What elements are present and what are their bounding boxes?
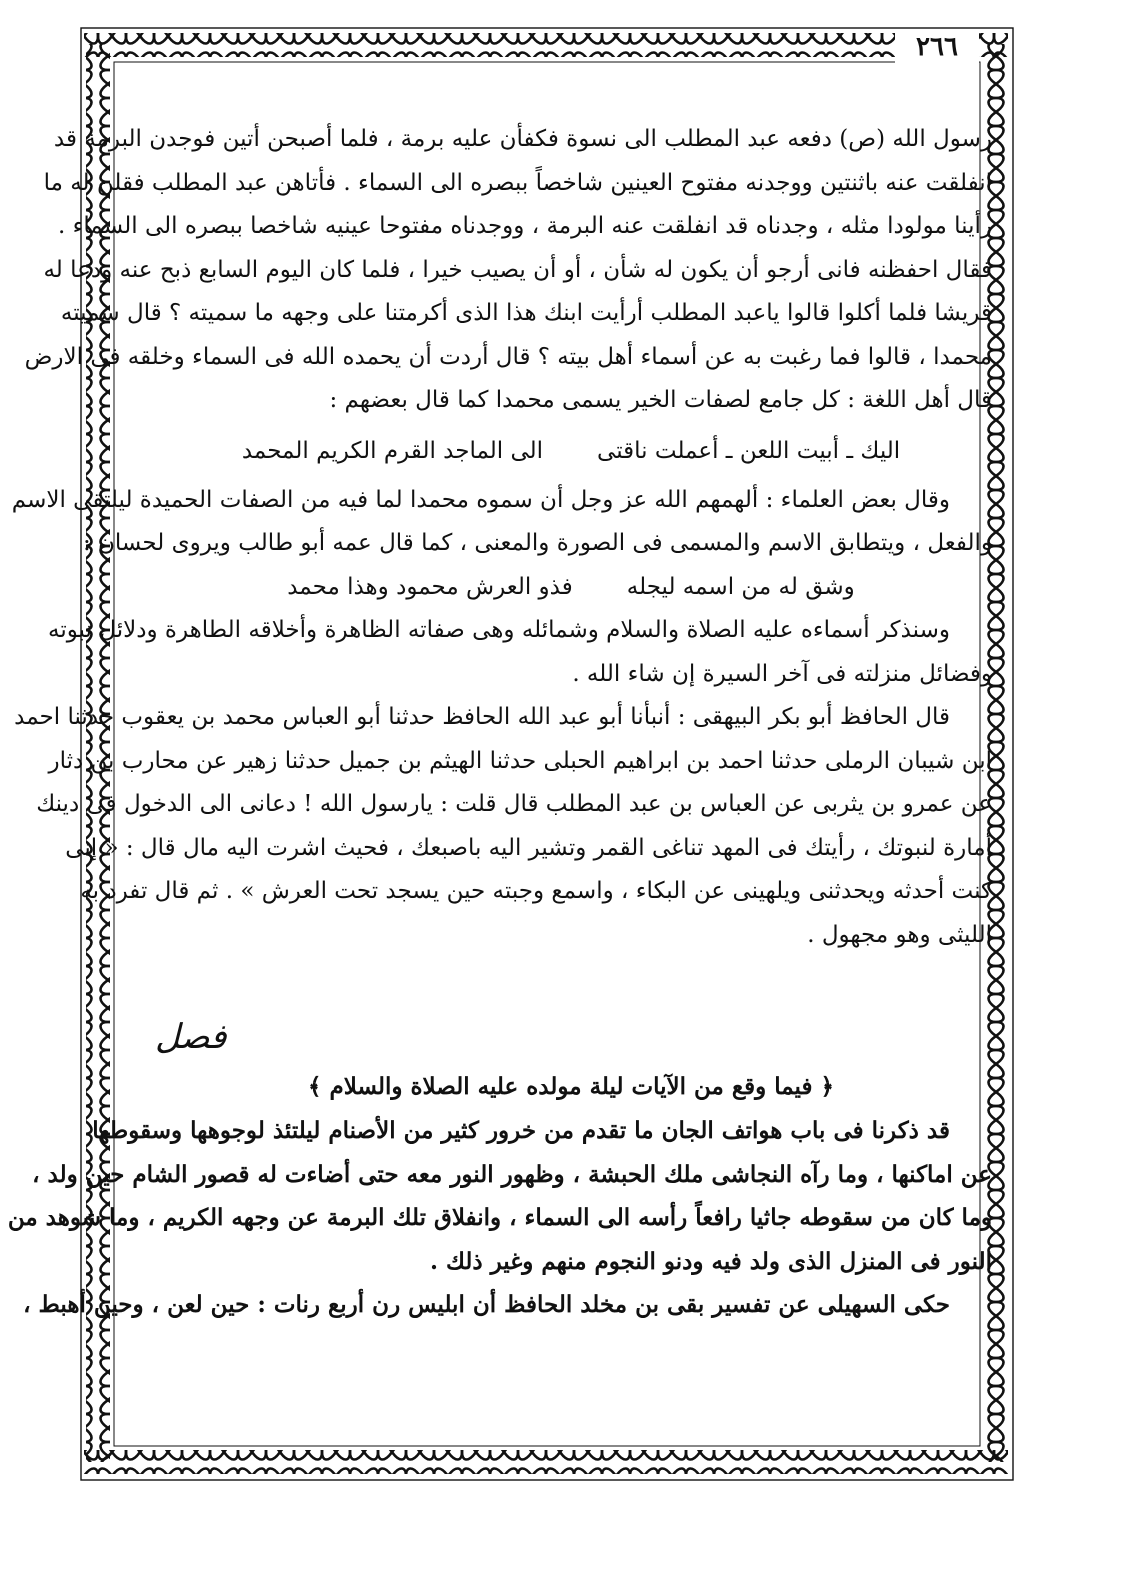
text-line: وفضائل منزلته فى آخر السيرة إن شاء الله . <box>572 660 992 687</box>
section-subtitle: ﴿ فيما وقع من الآيات ليلة مولده عليه الصلاة والسلام ﴾ <box>308 1073 834 1100</box>
poem-verse <box>150 423 992 479</box>
page-number: ٢٦٦ <box>895 30 979 64</box>
text-line: الليثى وهو مجهول . <box>807 921 992 948</box>
text-line: وسنذكر أسماءه عليه الصلاة والسلام وشمائله وهى صفاته الظاهرة وأخلاقه الطاهرة ودلائل نبوته <box>48 617 950 643</box>
text-line: قد ذكرنا فى باب هواتف الجان ما تقدم من خرور كثير من الأصنام ليلتئذ لوجوهها وسقوطها <box>92 1117 950 1144</box>
verse-second-hemistich: فذو العرش محمود وهذا محمد <box>287 573 573 600</box>
border-bottom <box>84 1450 1008 1474</box>
section-title: فصل <box>155 1017 227 1057</box>
text-line: ابن شيبان الرملى حدثنا احمد بن ابراهيم الحبلى حدثنا الهيثم بن جميل حدثنا زهير عن محارب بن دثار <box>48 747 992 774</box>
poem-verse <box>150 566 992 610</box>
text-line: كنت أحدثه ويحدثنى ويلهينى عن البكاء ، واسمع وجبته حين يسجد تحت العرش » . ثم قال تفرد به <box>80 878 992 904</box>
text-line: رسول الله (ص) دفعه عبد المطلب الى نسوة فكفأن عليه برمة ، فلما أصبحن أتين فوجدن البرمة قد <box>53 126 992 152</box>
text-line: محمدا ، قالوا فما رغبت به عن أسماء أهل بيته ؟ قال أردت أن يحمده الله فى السماء وخلقه فى الارض <box>24 343 992 370</box>
text-line: فقال احفظنه فانى أرجو أن يكون له شأن ، أو أن يصيب خيرا ، فلما كان اليوم السابع ذبح عنه ودعا له <box>43 256 992 283</box>
text-line: قال الحافظ أبو بكر البيهقى : أنبأنا أبو عبد الله الحافظ حدثنا أبو العباس محمد بن يعقوب حدثنا احمد <box>14 704 950 730</box>
text-line: عن عمرو بن يثربى عن العباس بن عبد المطلب قال قلت : يارسول الله ! دعانى الى الدخول فى دينك <box>36 791 992 817</box>
text-line: رأينا مولودا مثله ، وجدناه قد انفلقت عنه البرمة ، ووجدناه مفتوحا عينيه شاخصا ببصره الى السماء . <box>57 213 992 239</box>
verse-first-hemistich: وشق له من اسمه ليجله <box>626 573 855 600</box>
border-top <box>84 33 1008 57</box>
verse-second-hemistich: الى الماجد القرم الكريم المحمد <box>241 437 544 464</box>
text-line: عن اماكنها ، وما رآه النجاشى ملك الحبشة ، وظهور النور معه حتى أضاءت له قصور الشام حين ولد ، <box>32 1160 992 1188</box>
text-line: أمارة لنبوتك ، رأيتك فى المهد تناغى القمر وتشير اليه باصبعك ، فحيث اشرت اليه مال قال : « إنى <box>65 834 992 861</box>
text-line: والفعل ، ويتطابق الاسم والمسمى فى الصورة والمعنى ، كما قال عمه أبو طالب ويروى لحسان : <box>82 530 992 556</box>
text-line: حكى السهيلى عن تفسير بقى بن مخلد الحافظ أن ابليس رن أربع رنات : حين لعن ، وحين أهبط ، <box>23 1291 950 1318</box>
text-line: النور فى المنزل الذى ولد فيه ودنو النجوم منهم وغير ذلك . <box>429 1247 992 1275</box>
text-line: وقال بعض العلماء : ألهمهم الله عز وجل أن سموه محمدا لما فيه من الصفات الحميدة ليلتقى الاسم <box>11 486 950 513</box>
verse-first-hemistich: اليك ـ أبيت اللعن ـ أعملت ناقتى <box>597 437 901 464</box>
text-line: وما كان من سقوطه جاثيا رافعاً رأسه الى السماء ، وانفلاق تلك البرمة عن وجهه الكريم ، وما شوهد من <box>7 1204 992 1231</box>
text-line: قريشا فلما أكلوا قالوا ياعبد المطلب أرأيت ابنك هذا الذى أكرمتنا على وجهه ما سميته ؟ قال سميته <box>60 300 992 326</box>
page-body <box>7 118 992 1327</box>
text-line: قال أهل اللغة : كل جامع لصفات الخير يسمى محمدا كما قال بعضهم : <box>329 387 992 413</box>
text-line: انفلقت عنه باثنتين ووجدنه مفتوح العينين شاخصاً ببصره الى السماء . فأتاهن عبد المطلب فقلن له ما <box>43 169 992 196</box>
